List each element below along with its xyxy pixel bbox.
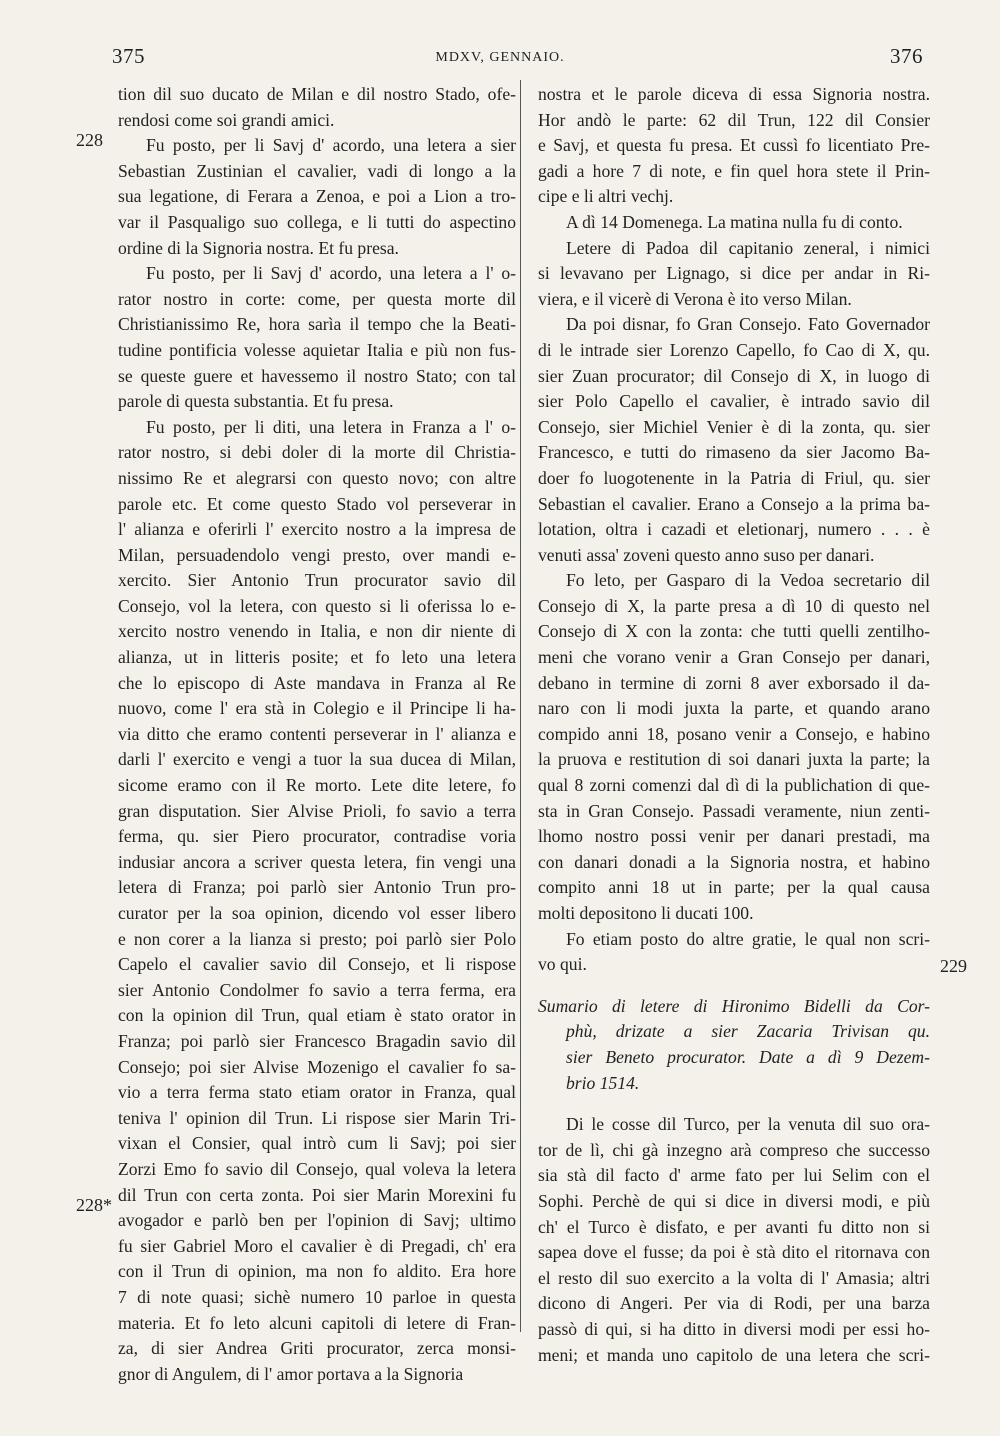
margin-number-228-star: 228* <box>76 1195 112 1215</box>
left-column <box>118 82 516 1387</box>
text-line: Fu posto, per li Savj d' acordo, una letera a sier <box>146 135 516 156</box>
margin-number-228: 228 <box>76 130 103 150</box>
section-gap <box>538 1096 930 1112</box>
text-line: Capelo el cavalier savio dil Consejo, et li rispose <box>118 954 516 975</box>
text-line: sapea dove el fusse; da poi è stà dito el ritornava con <box>538 1242 930 1263</box>
text-line: gran disputation. Sier Alvise Prioli, fo savio a terra <box>118 800 516 821</box>
text-line: Sumario di letere di Hironimo Bidelli da Cor- <box>538 995 930 1016</box>
text-line: Franza; poi parlò sier Francesco Bragadin savio dil <box>118 1030 516 1051</box>
text-line: Fu posto, per li Savj d' acordo, una letera a l' o- <box>146 263 516 284</box>
right-column-text-b <box>538 1112 930 1368</box>
text-line: con danari donadi a la Signoria nostra, et habino <box>538 851 930 872</box>
text-line: tion dil suo ducato de Milan e dil nostro Stado, ofe- <box>118 84 516 104</box>
text-line: Christianissimo Re, hora sarìa il tempo che la Beati- <box>118 314 516 335</box>
text-line: si levavano per Lignago, si dice per andar in Ri- <box>538 263 930 284</box>
text-line: via ditto che eramo contenti perseverar in l' alianza e <box>118 723 516 744</box>
text-line: ordine di la Signoria nostra. Et fu presa. <box>118 237 399 258</box>
text-line: ch' el Turco è disfato, e per avanti fu ditto non si <box>538 1216 930 1237</box>
text-line: dicono di Angeri. Per via di Rodi, per una barza <box>538 1293 930 1314</box>
text-line: nissimo Re et alegrarsi con questo novo; con altre <box>118 467 516 488</box>
text-line: darli l' exercito e vengi a tuor la sua ducea di Milan, <box>118 749 516 770</box>
running-title: MDXV, GENNAIO. <box>435 50 565 65</box>
text-line: xercito nostro venendo in Italia, e non dir niente di <box>118 621 516 642</box>
text-line: xercito. Sier Antonio Trun procurator savio dil <box>118 570 516 591</box>
text-line: sia stà dil facto d' arme fato per lui Selim con el <box>538 1165 930 1186</box>
text-line: passò di qui, si ha ditto in diversi modi per essi ho- <box>538 1318 930 1339</box>
text-line: se queste guere et havessemo il nostro Stato; con tal <box>118 365 516 386</box>
text-line: materia. Et fo leto alcuni capitoli di letere di Fran- <box>118 1312 516 1333</box>
text-line: sicome eramo con il Re morto. Lete dite letere, fo <box>118 775 516 796</box>
text-line: brio 1514. <box>566 1072 640 1093</box>
text-line: naro con li modi juxta la parte, et quando arano <box>538 698 930 719</box>
right-column <box>538 82 930 1368</box>
text-line: nostra et le parole diceva di essa Signoria nostra. <box>538 84 930 104</box>
text-line: dil Trun con certa zonta. Poi sier Marin Morexini fu <box>118 1184 516 1205</box>
text-line: letera di Franza; poi parlò sier Antonio Trun pro- <box>118 877 516 898</box>
text-line: Sophi. Perchè de qui si dice in diversi modi, e più <box>538 1190 930 1211</box>
text-line: A dì 14 Domenega. La matina nulla fu di conto. <box>566 211 903 232</box>
page-number-left: 375 <box>112 44 145 68</box>
text-line: di le intrade sier Lorenzo Capello, fo Cao di X, qu. <box>538 339 930 360</box>
text-line: debano in termine di zorni 8 aver exborsado il da- <box>538 672 930 693</box>
text-line: Sebastian el cavalier. Erano a Consejo a la prima ba- <box>538 493 930 514</box>
margin-number-229: 229 <box>940 956 967 976</box>
text-line: rator nostro in corte: come, per questa morte dil <box>118 288 516 309</box>
text-line: sier Polo Capello el cavalier, è intrado savio dil <box>538 391 930 412</box>
text-line: che lo episcopo di Aste mandava in Franza al Re <box>118 672 516 693</box>
right-column-text-a <box>538 82 930 978</box>
text-line: tudine pontificia volesse aquietar Italia e più non fus- <box>118 339 516 360</box>
text-line: l' alianza e oferirli l' exercito nostro a la impresa de <box>118 519 516 540</box>
text-line: za, di sier Andrea Griti procurator, zerca monsi- <box>118 1338 516 1359</box>
text-line: e non corer a la lianza si presto; poi parlò sier Polo <box>118 928 516 949</box>
text-line: alianza, ut in litteris posite; et fo leto una letera <box>118 647 516 668</box>
text-line: nuovo, come l' era stà in Colegio e il Principe li ha- <box>118 698 516 719</box>
text-line: avogador e parlò ben per l'opinion di Savj; ultimo <box>118 1210 516 1231</box>
column-divider <box>520 80 521 1332</box>
text-line: parole di questa substantia. Et fu presa. <box>118 391 394 412</box>
text-line: Di le cosse dil Turco, per la venuta dil suo ora- <box>566 1114 930 1135</box>
text-line: Milan, persuadendolo vengi presto, over mandi e- <box>118 544 516 565</box>
text-line: Fo leto, per Gasparo di la Vedoa secretario dil <box>566 570 930 591</box>
text-line: rator nostro, si debi doler di la morte dil Christia- <box>118 442 516 463</box>
section-gap <box>538 978 930 994</box>
text-line: compido anni 18, posano venir a Consejo, e habino <box>538 723 930 744</box>
text-line: Consejo, sier Michiel Venier è di la zonta, qu. sier <box>538 416 930 437</box>
text-line: con la opinion dil Trun, qual etiam è stato orator in <box>118 1005 516 1026</box>
text-line: Francesco, e tutti do rimaseno da sier Jacomo Ba- <box>538 442 930 463</box>
text-line: lotation, oltra i cazadi et eletionarj, numero . . . è <box>538 519 930 540</box>
page-number-right: 376 <box>890 44 923 68</box>
text-line: fu sier Gabriel Moro el cavalier è di Pregadi, ch' era <box>118 1235 516 1256</box>
text-line: Letere di Padoa dil capitanio zeneral, i nimici <box>566 237 930 258</box>
text-line: sua legatione, di Ferara a Zenoa, e poi a Lion a tro- <box>118 186 516 207</box>
text-line: con il Trun di opinion, ma non fo aldito. Era hore <box>118 1261 516 1282</box>
text-line: el resto dil suo exercito a la volta di l' Amasia; altri <box>538 1267 930 1288</box>
text-line: Zorzi Emo fo savio dil Consejo, qual voleva la letera <box>118 1158 516 1179</box>
text-line: sier Zuan procurator; dil Consejo di X, in luogo di <box>538 365 930 386</box>
text-line: compito anni 18 ut in parte; per la qual causa <box>538 877 930 898</box>
text-line: Fu posto, per li diti, una letera in Franza a l' o- <box>146 416 516 437</box>
text-line: var il Pasqualigo suo collega, e li tutti do aspectino <box>118 211 516 232</box>
text-line: curator per la soa opinion, dicendo vol esser libero <box>118 903 516 923</box>
text-line: Hor andò le parte: 62 dil Trun, 122 dil Consier <box>538 109 930 130</box>
text-line: sier Antonio Condolmer fo savio a terra ferma, era <box>118 979 516 1000</box>
text-line: sier Beneto procurator. Date a dì 9 Dezem- <box>566 1046 930 1067</box>
text-line: Sebastian Zustinian el cavalier, vadi di longo a la <box>118 160 516 181</box>
text-line: la pruova e restitution di soi danari juxta la parte; la <box>538 749 930 770</box>
text-line: cipe e li altri vechj. <box>538 186 674 207</box>
text-line: vixan el Consier, qual intrò cum li Savj; poi sier <box>118 1133 516 1154</box>
text-line: meni che vorano venir a Gran Consejo per danari, <box>538 647 930 668</box>
text-line: Fo etiam posto do altre gratie, le qual non scri- <box>566 928 930 949</box>
text-line: meni; et manda uno capitolo de una letera che scri- <box>538 1344 930 1365</box>
text-line: Consejo; poi sier Alvise Mozenigo el cavalier fo sa- <box>118 1056 516 1077</box>
text-line: doer fo luogotenente in la Patria di Friul, qu. sier <box>538 467 930 488</box>
text-line: Da poi disnar, fo Gran Consejo. Fato Governador <box>566 314 930 335</box>
summary-heading <box>538 994 930 1096</box>
text-line: venuti assa' zoveni questo anno suso per danari. <box>538 544 875 565</box>
text-line: rendosi come soi grandi amici. <box>118 109 335 130</box>
text-line: Consejo di X, la parte presa a dì 10 di questo nel <box>538 595 930 616</box>
text-line: gnor di Angulem, di l' amor portava a la Signoria <box>118 1363 464 1384</box>
text-line: teniva l' opinion dil Trun. Li rispose sier Marin Tri- <box>118 1107 516 1128</box>
text-line: 7 di note quasi; sichè numero 10 parloe in questa <box>118 1286 516 1307</box>
text-line: tor de lì, chi gà inzegno arà compreso che successo <box>538 1139 930 1160</box>
text-line: gadi a hore 7 di note, e fin quel hora stete il Prin- <box>538 160 930 181</box>
text-line: ferma, qu. sier Piero procurator, contradise voria <box>118 826 516 847</box>
text-line: qual 8 zorni comenzi dal dì di la publichation di que- <box>538 775 930 796</box>
text-line: phù, drizate a sier Zacaria Trivisan qu. <box>566 1021 930 1042</box>
text-line: viera, e il vicerè di Verona è ito verso Milan. <box>538 288 852 309</box>
text-line: vio a terra ferma stato etiam orator in Franza, qual <box>118 1082 516 1103</box>
text-line: molti depositono li ducati 100. <box>538 903 754 923</box>
text-line: parole etc. Et come questo Stado vol perseverar in <box>118 493 516 514</box>
text-line: e Savj, et questa fu presa. Et cussì fo licentiato Pre- <box>538 135 930 156</box>
text-line: Consejo di X con la zonta: che tutti quelli zentilho- <box>538 621 930 642</box>
text-line: lhomo nostro possi venir per danari prestadi, ma <box>538 826 930 847</box>
text-line: indusiar ancora a scriver questa letera, fin vengi una <box>118 851 516 872</box>
text-line: sta in Gran Consejo. Passadi veramente, niun zenti- <box>538 800 930 821</box>
text-line: vo qui. <box>538 954 587 975</box>
text-line: Consejo, vol la letera, con questo si li oferissa lo e- <box>118 595 516 616</box>
